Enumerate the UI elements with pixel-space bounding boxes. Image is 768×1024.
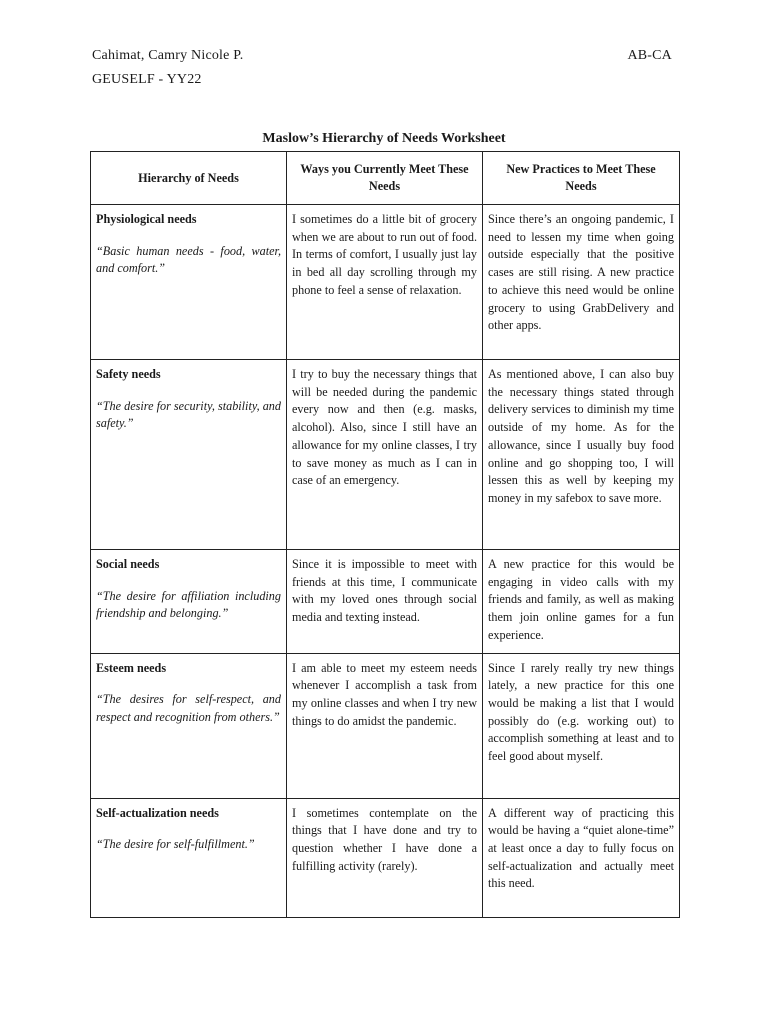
table-row bbox=[91, 205, 680, 360]
current-ways-cell: I am able to meet my esteem needs whenever I accomplish a task from my online classes and when I try new things to do amidst the pandemic. bbox=[287, 653, 483, 798]
need-description: “The desire for security, stability, and safety.” bbox=[96, 398, 281, 431]
need-cell bbox=[91, 798, 287, 917]
table-row bbox=[91, 653, 680, 798]
header-line-1 bbox=[92, 48, 672, 64]
current-ways-cell: I try to buy the necessary things that will be needed during the pandemic every now and then (e.g. masks, alcohol). Also, since I still have an allowance for my online classes, I try to save money as much as I can in case of an emergency. bbox=[287, 360, 483, 550]
header-line-2 bbox=[92, 72, 672, 88]
need-name: Self-actualization needs bbox=[96, 805, 219, 820]
table-row bbox=[91, 360, 680, 550]
need-name: Physiological needs bbox=[96, 212, 197, 226]
need-description: “The desire for affiliation including friendship and belonging.” bbox=[96, 588, 281, 621]
student-name: Cahimat, Camry Nicole P. bbox=[92, 48, 244, 63]
new-practices-cell: A different way of practicing this would be having a “quiet alone-time” at least once a day to fully focus on self-actualization and actually meet this need. bbox=[483, 798, 680, 917]
table-row bbox=[91, 550, 680, 654]
need-description: “The desires for self-respect, and respect and recognition from others.” bbox=[96, 692, 281, 724]
need-name: Safety needs bbox=[96, 367, 161, 381]
column-header-hierarchy: Hierarchy of Needs bbox=[91, 152, 287, 205]
new-practices-cell: A new practice for this would be engaging in video calls with my friends and family, as well as making them join online games for a fun experience. bbox=[483, 550, 680, 654]
current-ways-cell: I sometimes contemplate on the things that I have done and try to question whether I have done a fulfilling activity (rarely). bbox=[287, 798, 483, 917]
need-name: Esteem needs bbox=[96, 660, 167, 675]
worksheet-title: Maslow’s Hierarchy of Needs Worksheet bbox=[262, 131, 506, 146]
need-cell bbox=[91, 550, 287, 654]
new-practices-cell: As mentioned above, I can also buy the necessary things stated through delivery services to diminish my time outside of my home. As for the allowance, since I usually buy food online and go shopping too, I will lessen this as well by keeping my money in my safebox to save more. bbox=[483, 360, 680, 550]
need-cell bbox=[91, 360, 287, 550]
need-cell bbox=[91, 205, 287, 360]
course-code: GEUSELF - YY22 bbox=[92, 72, 202, 87]
student-section: AB-CA bbox=[627, 48, 672, 63]
need-cell bbox=[91, 653, 287, 798]
table-header-row bbox=[91, 152, 680, 205]
new-practices-cell: Since I rarely really try new things lately, a new practice for this one would be making a list that I would possibly do (e.g. working out) to accomplish something at least and to feel good about myself. bbox=[483, 653, 680, 798]
column-header-current-ways: Ways you Currently Meet These Needs bbox=[287, 152, 483, 205]
need-description: “The desire for self-fulfillment.” bbox=[96, 837, 255, 852]
current-ways-cell: I sometimes do a little bit of grocery when we are about to run out of food. In terms of comfort, I usually just lay in bed all day scrolling through my phone to feel a sense of relaxation. bbox=[287, 205, 483, 360]
current-ways-cell: Since it is impossible to meet with friends at this time, I communicate with my loved ones through social media and texting instead. bbox=[287, 550, 483, 654]
column-header-new-practices: New Practices to Meet These Needs bbox=[483, 152, 680, 205]
need-description: “Basic human needs - food, water, and comfort.” bbox=[96, 243, 281, 276]
need-name: Social needs bbox=[96, 557, 160, 571]
new-practices-cell: Since there’s an ongoing pandemic, I need to lessen my time when going outside especially that the positive cases are still rising. A new practice to achieve this need would be online grocery to using GrabDelivery and other apps. bbox=[483, 205, 680, 360]
table-row bbox=[91, 798, 680, 917]
worksheet-table bbox=[90, 151, 680, 918]
